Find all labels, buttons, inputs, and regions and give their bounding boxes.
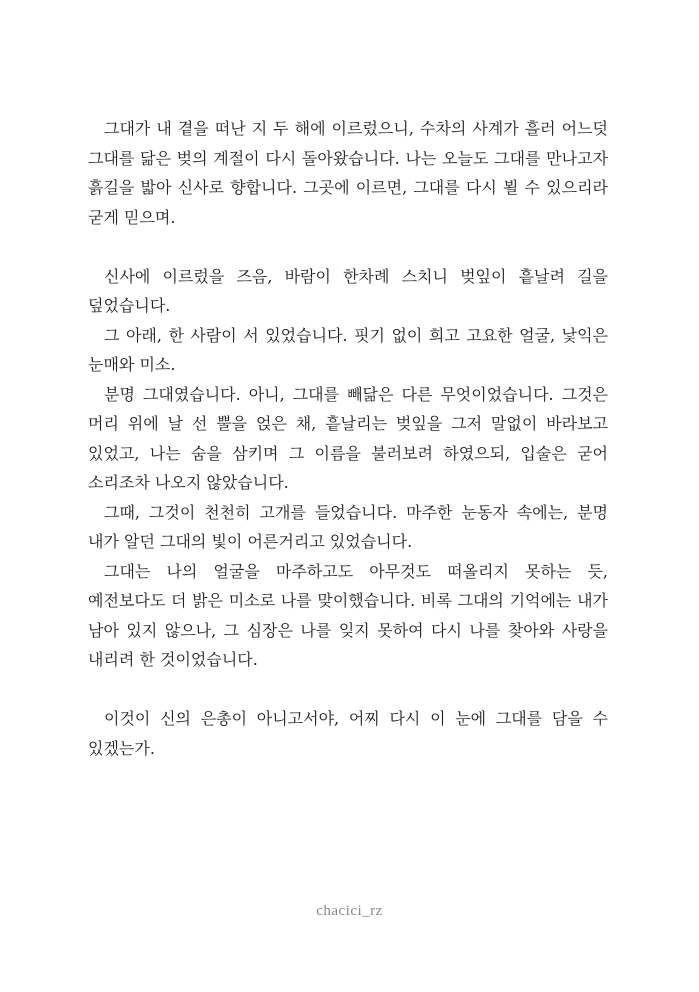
paragraph-7: 이것이 신의 은총이 아니고서야, 어찌 다시 이 눈에 그대를 담을 수 있겠는가. xyxy=(88,709,608,758)
paragraph-6: 그대는 나의 얼굴을 마주하고도 아무것도 떠올리지 못하는 듯, 예전보다도 더 밝은 미소로 나를 맞이했습니다. 비록 그대의 기억에는 내가 남아 있지 않으나, 그 심장은 나를 잊지 못하여 다시 나를 찾아와 사랑을 내리려 한 것이었습니다. xyxy=(88,561,608,669)
author-watermark: chacici_rz xyxy=(316,903,383,919)
paragraph-4: 분명 그대였습니다. 아니, 그대를 빼닮은 다른 무엇이었습니다. 그것은 머리 위에 날 선 뿔을 얹은 채, 흩날리는 벚잎을 그저 말없이 바라보고 있었고, 나는 숨을 삼키며 그 이름을 불러보려 하였으되, 입술은 굳어 소리조차 나오지 않았습니다. xyxy=(88,384,608,492)
document-body xyxy=(88,114,608,763)
paragraph-3: 그 아래, 한 사람이 서 있었습니다. 핏기 없이 희고 고요한 얼굴, 낯익은 눈매와 미소. xyxy=(88,325,608,374)
paragraph-5: 그때, 그것이 천천히 고개를 들었습니다. 마주한 눈동자 속에는, 분명 내가 알던 그대의 빛이 어른거리고 있었습니다. xyxy=(88,502,608,551)
paragraph-1: 그대가 내 곁을 떠난 지 두 해에 이르렀으니, 수차의 사계가 흘러 어느덧 그대를 닮은 벚의 계절이 다시 돌아왔습니다. 나는 오늘도 그대를 만나고자 흙길을 밟아 신사로 향합니다. 그곳에 이르면, 그대를 다시 뵐 수 있으리라 굳게 믿으며. xyxy=(88,119,608,227)
paragraph-2: 신사에 이르렀을 즈음, 바람이 한차례 스치니 벚잎이 흩날려 길을 덮었습니다. xyxy=(88,266,608,315)
